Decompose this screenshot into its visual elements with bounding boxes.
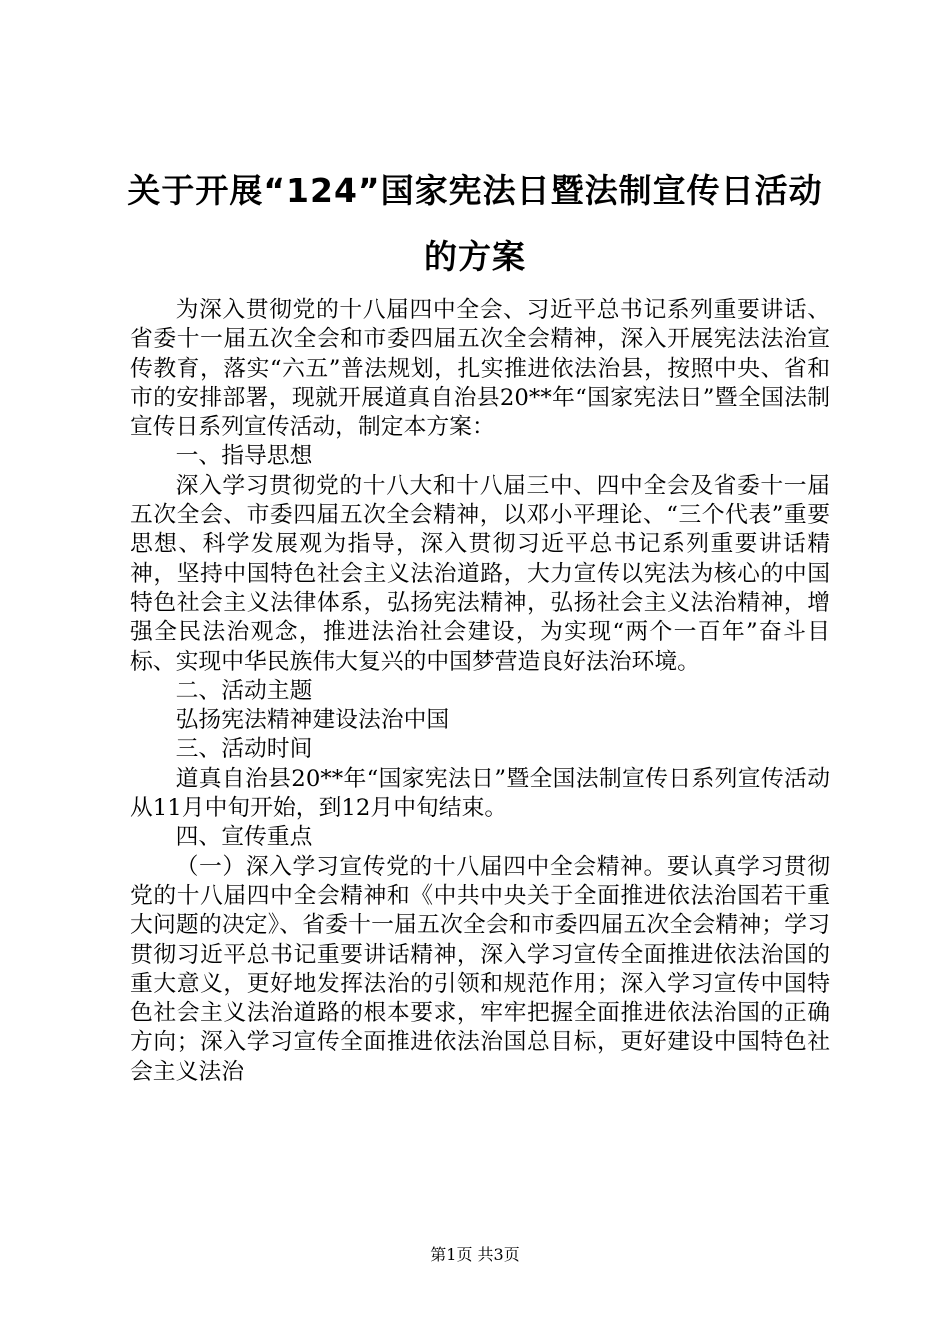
paragraph-intro: 为深入贯彻党的十八届四中全会、习近平总书记系列重要讲话、省委十一届五次全会和市委四届五次全会精神，深入开展宪法法治宣传教育，落实“六五”普法规划，扎实推进依法治县，按照中央、省和市的安排部署，现就开展道真自治县20**年“国家宪法日”暨全国法制宣传日系列宣传活动，制定本方案： [130,297,830,441]
section-heading-focus: 四、宣传重点 [175,824,313,851]
document-body [130,296,830,1087]
paragraph-theme: 弘扬宪法精神建设法治中国 [175,707,450,734]
paragraph-guiding-thought: 深入学习贯彻党的十八大和十八届三中、四中全会及省委十一届五次全会、市委四届五次全会精神，以邓小平理论、“三个代表”重要思想、科学发展观为指导，深入贯彻习近平总书记系列重要讲话精神，坚持中国特色社会主义法治道路，大力宣传以宪法为核心的中国特色社会主义法律体系，弘扬宪法精神，弘扬社会主义法治精神，增强全民法治观念，推进法治社会建设，为实现“两个一百年”奋斗目标、实现中华民族伟大复兴的中国梦营造良好法治环境。 [130,472,830,675]
paragraph-focus-1: （一）深入学习宣传党的十八届四中全会精神。要认真学习贯彻党的十八届四中全会精神和《中共中央关于全面推进依法治国若干重大问题的决定》、省委十一届五次全会和市委四届五次全会精神；学习贯彻习近平总书记重要讲话精神，深入学习宣传全面推进依法治国的重大意义，更好地发挥法治的引领和规范作用；深入学习宣传中国特色社会主义法治道路的根本要求，牢牢把握全面推进依法治国的正确方向；深入学习宣传全面推进依法治国总目标，更好建设中国特色社会主义法治 [130,853,830,1085]
document-title: 关于开展“124”国家宪法日暨法制宣传日活动的方案 [127,171,823,276]
paragraph-time: 道真自治县20**年“国家宪法日”暨全国法制宣传日系列宣传活动从11月中旬开始，到12月中旬结束。 [130,765,830,822]
page-number-footer: 第1页 共3页 [430,1245,520,1264]
section-heading-time: 三、活动时间 [175,736,313,763]
section-heading-guiding-thought: 一、指导思想 [175,443,313,470]
section-heading-theme: 二、活动主题 [175,677,313,704]
